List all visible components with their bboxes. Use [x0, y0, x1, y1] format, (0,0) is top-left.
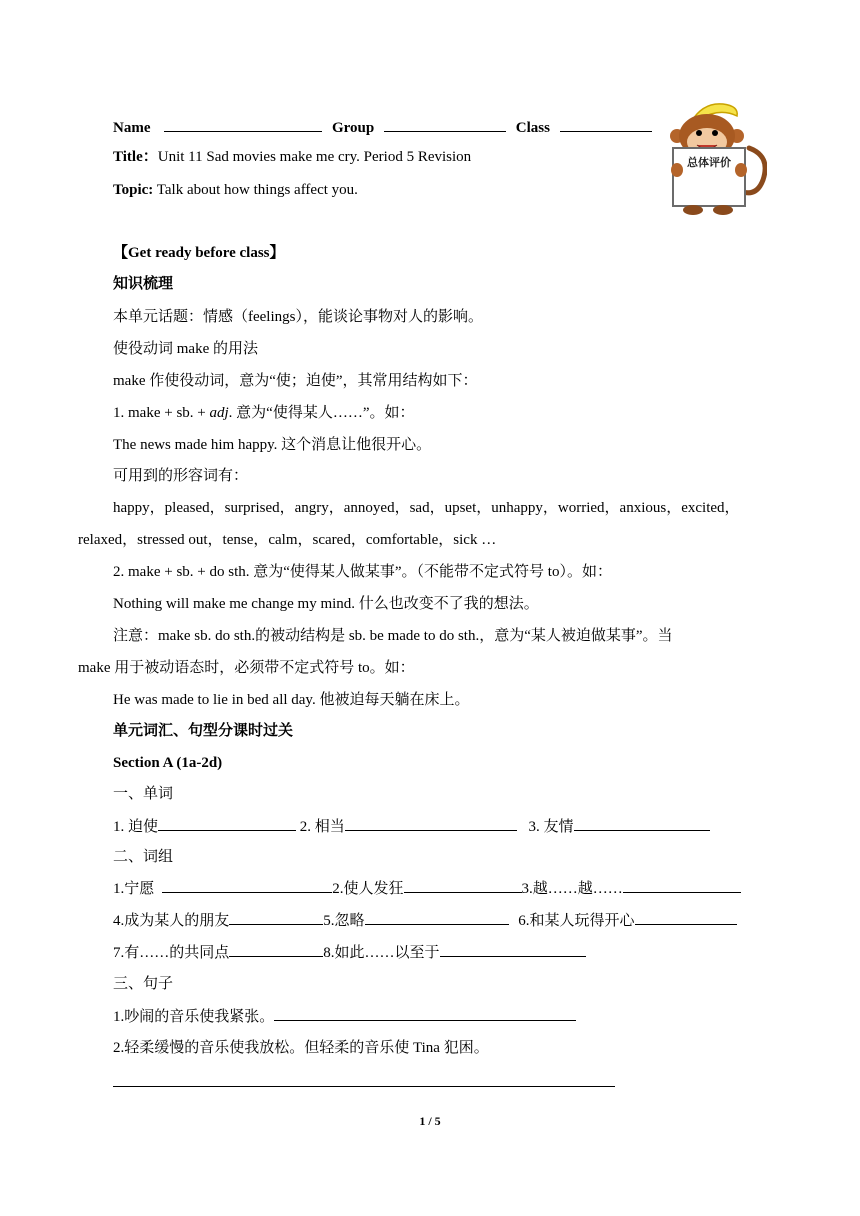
- title-text: Unit 11 Sad movies make me cry. Period 5 Revision: [157, 149, 472, 165]
- phrase-3-blank[interactable]: [623, 878, 741, 893]
- word-3-label: 3. 友情: [528, 819, 574, 835]
- word-2-blank[interactable]: [345, 816, 517, 831]
- sentence-1-row: [113, 1006, 576, 1027]
- topic-label: Topic:: [113, 182, 154, 198]
- phrases-row-3: [113, 942, 586, 963]
- sentence-2-answer-line[interactable]: [113, 1086, 615, 1087]
- phrase-7-blank[interactable]: [229, 942, 323, 957]
- section-get-ready-heading: 【Get ready before class】: [113, 245, 285, 261]
- example-1: The news made him happy. 这个消息让他很开心。: [113, 437, 432, 453]
- phrase-8-blank[interactable]: [440, 942, 586, 957]
- note-line-1: 注意：make sb. do sth.的被动结构是 sb. be made to do sth.，意为“某人被迫做某事”。当: [113, 628, 673, 644]
- topic-line: [113, 180, 358, 200]
- phrase-5-blank[interactable]: [365, 910, 509, 925]
- sentences-heading: 三、句子: [113, 976, 174, 992]
- causative-heading: 使役动词 make 的用法: [113, 341, 258, 357]
- badge-label: 总体评价: [687, 156, 731, 169]
- title-label: Title：: [113, 149, 158, 165]
- word-2-label: 2. 相当: [299, 819, 345, 835]
- word-1-blank[interactable]: [158, 816, 296, 831]
- section-a-heading: Section A (1a-2d): [113, 755, 223, 771]
- topic-text: Talk about how things affect you.: [153, 182, 358, 198]
- phrase-6-label: 6.和某人玩得开心: [518, 913, 635, 929]
- phrase-6-blank[interactable]: [635, 910, 737, 925]
- adjective-list-heading: 可用到的形容词有：: [113, 468, 249, 484]
- example-3: He was made to lie in bed all day. 他被迫每天躺在床上。: [113, 692, 470, 708]
- unit-heading: 单元词汇、句型分课时过关: [113, 723, 294, 739]
- phrase-5-label: 5.忽略: [323, 913, 365, 929]
- adjective-list-line-2: relaxed，stressed out，tense，calm，scared，comfortable，sick …: [78, 532, 497, 548]
- phrase-4-label: 4.成为某人的朋友: [113, 913, 230, 929]
- sentence-2-prompt: 2.轻柔缓慢的音乐使我放松。但轻柔的音乐使 Tina 犯困。: [113, 1040, 489, 1056]
- name-blank[interactable]: [164, 117, 322, 132]
- word-1-label: 1. 迫使: [113, 819, 159, 835]
- class-label: Class: [515, 120, 550, 136]
- word-3-blank[interactable]: [574, 816, 710, 831]
- structure-1-post: . 意为“使得某人……”。如：: [228, 405, 415, 421]
- phrase-8-label: 8.如此……以至于: [323, 945, 440, 961]
- phrases-heading: 二、词组: [113, 849, 174, 865]
- structure-2: 2. make + sb. + do sth. 意为“使得某人做某事”。（不能带不定式符号 to）。如：: [113, 564, 612, 580]
- phrase-1-blank[interactable]: [162, 878, 332, 893]
- sentence-1-prompt: 1.吵闹的音乐使我紧张。: [113, 1009, 275, 1025]
- name-label: Name: [113, 120, 151, 136]
- phrases-row-2: [113, 910, 737, 931]
- class-blank[interactable]: [560, 117, 652, 132]
- monkey-evaluation-badge: [663, 100, 767, 218]
- group-label: Group: [332, 120, 375, 136]
- phrase-7-label: 7.有……的共同点: [113, 945, 230, 961]
- words-row: [113, 816, 710, 837]
- name-field: [113, 117, 652, 138]
- knowledge-heading: 知识梳理: [113, 276, 174, 292]
- note-line-2: make 用于被动语态时，必须带不定式符号 to。如：: [78, 660, 415, 676]
- phrase-4-blank[interactable]: [229, 910, 323, 925]
- sentence-1-blank[interactable]: [274, 1006, 576, 1021]
- phrases-row-1: [113, 878, 741, 899]
- phrase-3-label: 3.越……越……: [521, 881, 623, 897]
- phrase-2-blank[interactable]: [404, 878, 522, 893]
- structure-1: [113, 403, 415, 423]
- page-number: 1 / 5: [419, 1114, 441, 1128]
- group-blank[interactable]: [384, 117, 506, 132]
- title-line: [113, 147, 471, 167]
- make-intro: make 作使役动词，意为“使；迫使”，其常用结构如下：: [113, 373, 478, 389]
- topic-statement: 本单元话题：情感（feelings），能谈论事物对人的影响。: [113, 309, 483, 325]
- words-heading: 一、单词: [113, 786, 174, 802]
- example-2: Nothing will make me change my mind. 什么也改变不了我的想法。: [113, 596, 539, 612]
- phrase-1-label: 1.宁愿: [113, 881, 155, 897]
- structure-1-adj: adj: [209, 405, 229, 421]
- adjective-list-line-1: happy，pleased，surprised，angry，annoyed，sad，upset，unhappy，worried，anxious，excited，: [113, 500, 740, 516]
- structure-1-pre: 1. make + sb. +: [113, 405, 210, 421]
- phrase-2-label: 2.使人发狂: [332, 881, 404, 897]
